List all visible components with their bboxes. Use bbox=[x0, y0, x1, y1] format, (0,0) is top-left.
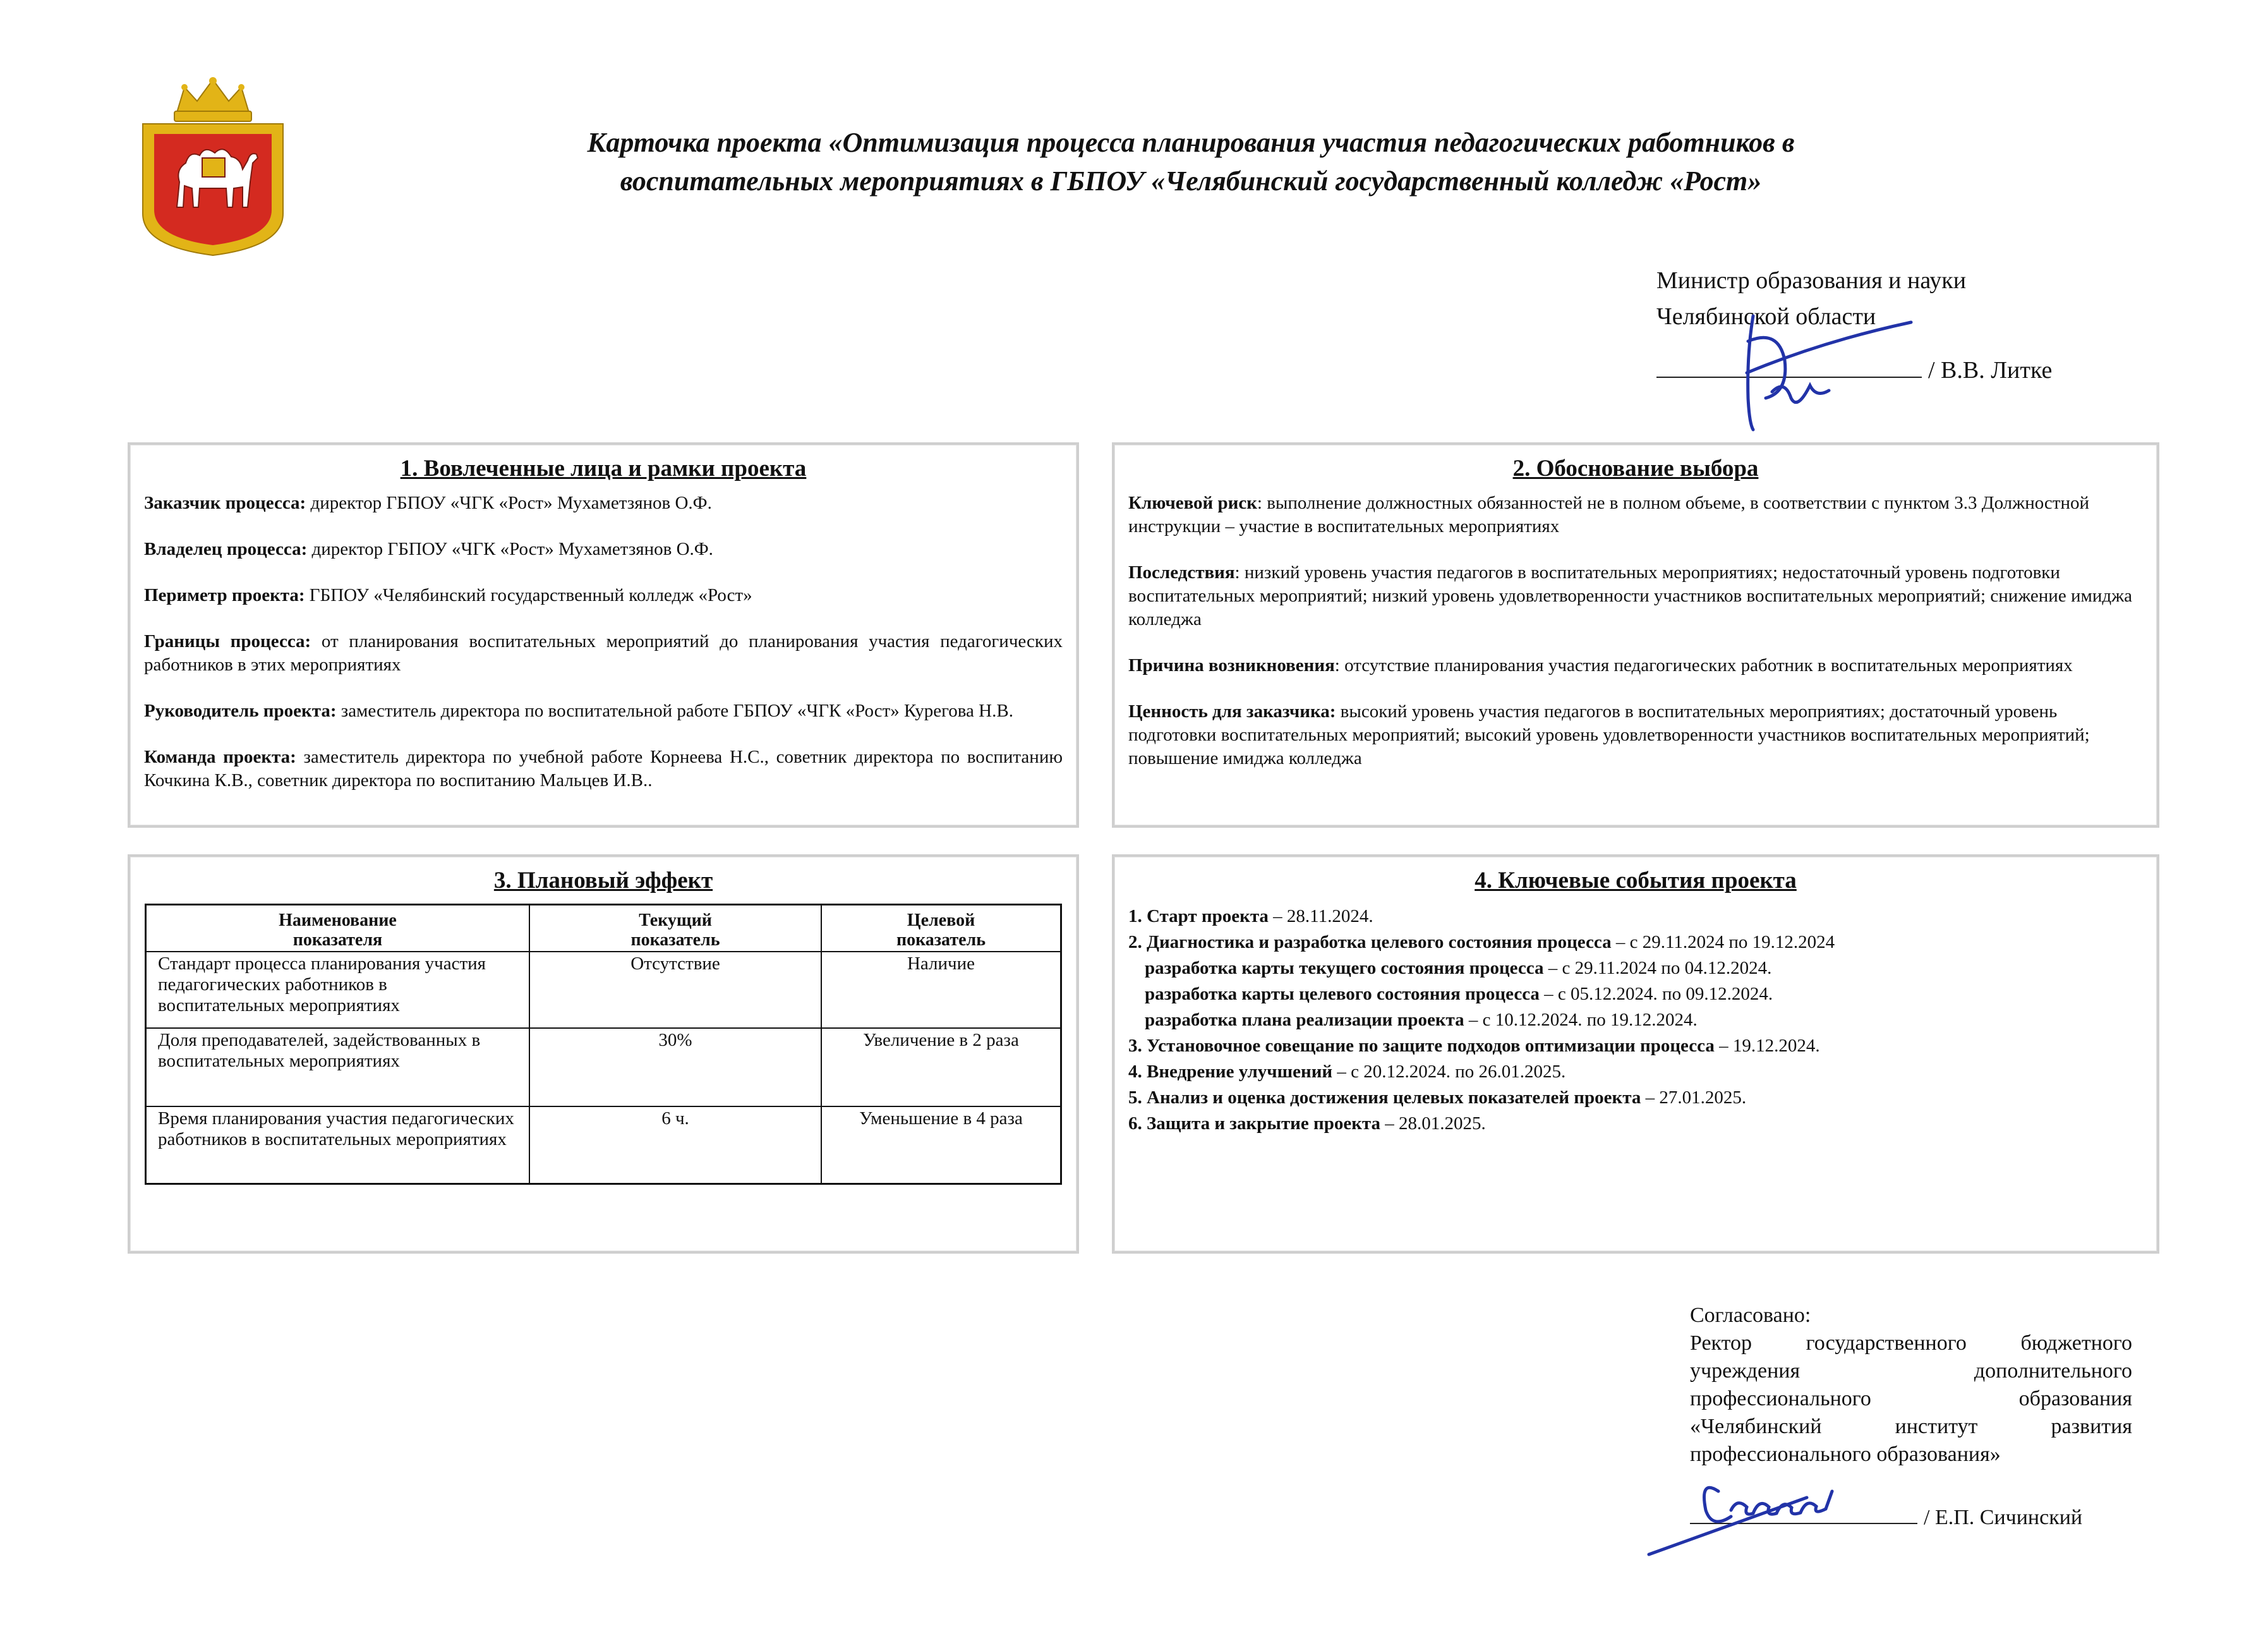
section-involved-parties bbox=[128, 442, 1079, 828]
minister-signature bbox=[1709, 303, 1917, 436]
justification-item bbox=[1128, 700, 2143, 770]
event-label: 1. Старт проекта bbox=[1128, 906, 1269, 926]
justification-item-text: : выполнение должностных обязанностей не в полном объеме, в соответствии с пунктом 3.3 Должностной инструкции – участие в воспитательных мероприятиях bbox=[1128, 493, 2090, 536]
section-4-heading: 4. Ключевые события проекта bbox=[1475, 868, 1797, 893]
event-dates: – с 10.12.2024. по 19.12.2024. bbox=[1464, 1010, 1698, 1030]
sub-event-item bbox=[1128, 955, 2143, 981]
justification-item-label: Причина возникновения bbox=[1128, 655, 1335, 675]
scope-item-label: Руководитель проекта: bbox=[144, 701, 337, 721]
justification-item-text: : отсутствие планирования участия педагогических работник в воспитательных мероприятиях bbox=[1334, 655, 2073, 675]
approval-position: Министр образования и науки bbox=[1656, 267, 1967, 294]
indicator-name: Доля преподавателей, задействованных в воспитательных мероприятиях bbox=[146, 1028, 530, 1106]
event-item bbox=[1128, 1033, 2143, 1059]
event-label: 6. Защита и закрытие проекта bbox=[1128, 1113, 1381, 1134]
title-line-2: воспитательных мероприятиях в ГБПОУ «Челябинский государственный колледж «Рост» bbox=[620, 166, 1762, 197]
agreement-line: профессионального образования» bbox=[1690, 1443, 2001, 1466]
scope-item-label: Периметр проекта: bbox=[144, 585, 305, 605]
scope-item-label: Границы процесса: bbox=[144, 631, 311, 651]
event-label: разработка карты целевого состояния процесса bbox=[1145, 984, 1540, 1004]
agreement-signer: / Е.П. Сичинский bbox=[1924, 1506, 2083, 1529]
current-value: 6 ч. bbox=[529, 1106, 821, 1184]
event-item bbox=[1128, 1085, 2143, 1111]
section-2-items bbox=[1128, 492, 2143, 770]
scope-item-text: заместитель директора по воспитательной работе ГБПОУ «ЧГК «Рост» Курегова Н.В. bbox=[336, 701, 1013, 721]
event-label: 2. Диагностика и разработка целевого состояния процесса bbox=[1128, 932, 1612, 952]
justification-item bbox=[1128, 654, 2143, 677]
event-dates: – 27.01.2025. bbox=[1641, 1087, 1747, 1108]
section-1-items bbox=[144, 492, 1063, 792]
event-dates: – 28.01.2025. bbox=[1380, 1113, 1486, 1134]
indicator-name: Время планирования участия педагогических работников в воспитательных мероприятиях bbox=[146, 1106, 530, 1184]
sub-event-item bbox=[1128, 1007, 2143, 1033]
event-item bbox=[1128, 1059, 2143, 1085]
current-value: Отсутствие bbox=[529, 952, 821, 1028]
justification-item-label: Ценность для заказчика: bbox=[1128, 701, 1336, 722]
scope-item-text: директор ГБПОУ «ЧГК «Рост» Мухаметзянов О.Ф. bbox=[307, 539, 713, 559]
column-header-current: Текущий показатель bbox=[529, 905, 821, 952]
section-2-heading: 2. Обоснование выбора bbox=[1512, 456, 1759, 481]
scope-item-label: Владелец процесса: bbox=[144, 539, 308, 559]
event-dates: – 19.12.2024. bbox=[1714, 1036, 1820, 1056]
scope-item bbox=[144, 538, 1063, 561]
approval-signer: / В.В. Литке bbox=[1928, 357, 2053, 384]
agreement-line: «Челябинский институт развития bbox=[1690, 1415, 2132, 1438]
target-value: Наличие bbox=[821, 952, 1061, 1028]
table-row bbox=[146, 1106, 1061, 1184]
scope-item-label: Команда проекта: bbox=[144, 747, 296, 767]
justification-item-text: : низкий уровень участия педагогов в воспитательных мероприятиях; недостаточный уровень подготовки воспитательных мероприятий; низкий уровень удовлетворенности участников воспитательных мероприятий; снижение имиджа колледжа bbox=[1128, 562, 2132, 629]
justification-item bbox=[1128, 492, 2143, 538]
scope-item-text: ГБПОУ «Челябинский государственный колледж «Рост» bbox=[305, 585, 752, 605]
scope-item-label: Заказчик процесса: bbox=[144, 493, 306, 513]
event-item bbox=[1128, 929, 2143, 955]
column-header-target: Целевой показатель bbox=[821, 905, 1061, 952]
event-dates: – с 29.11.2024 по 04.12.2024. bbox=[1543, 958, 1772, 978]
section-3-heading: 3. Плановый эффект bbox=[493, 868, 713, 893]
scope-item bbox=[144, 584, 1063, 607]
event-item bbox=[1128, 1111, 2143, 1137]
event-item bbox=[1128, 904, 2143, 929]
event-label: разработка плана реализации проекта bbox=[1145, 1010, 1464, 1030]
section-planned-effect bbox=[128, 854, 1079, 1254]
indicator-name: Стандарт процесса планирования участия педагогических работников в воспитательных мероприятиях bbox=[146, 952, 530, 1028]
agreement-title: Согласовано: bbox=[1690, 1304, 1811, 1327]
justification-item bbox=[1128, 561, 2143, 631]
sub-event-item bbox=[1128, 981, 2143, 1007]
scope-item bbox=[144, 492, 1063, 515]
event-label: разработка карты текущего состояния процесса bbox=[1145, 958, 1544, 978]
event-dates: – 28.11.2024. bbox=[1268, 906, 1373, 926]
scope-item bbox=[144, 630, 1063, 677]
scope-item-text: от планирования воспитательных мероприятий до планирования участия педагогических работников в этих мероприятиях bbox=[144, 631, 1063, 675]
scope-item bbox=[144, 699, 1063, 723]
event-label: 4. Внедрение улучшений bbox=[1128, 1062, 1333, 1082]
approval-region: Челябинской области bbox=[1656, 303, 1876, 330]
scope-item bbox=[144, 746, 1063, 792]
justification-item-label: Последствия bbox=[1128, 562, 1235, 583]
table-row bbox=[146, 1028, 1061, 1106]
current-value: 30% bbox=[529, 1028, 821, 1106]
agreement-line: Ректор государственного бюджетного bbox=[1690, 1331, 2132, 1355]
agreement-line: профессионального образования bbox=[1690, 1387, 2132, 1410]
event-label: 3. Установочное совещание по защите подходов оптимизации процесса bbox=[1128, 1036, 1715, 1056]
target-value: Уменьшение в 4 раза bbox=[821, 1106, 1061, 1184]
event-dates: – с 20.12.2024. по 26.01.2025. bbox=[1332, 1062, 1566, 1082]
event-label: 5. Анализ и оценка достижения целевых показателей проекта bbox=[1128, 1087, 1641, 1108]
agreement-line: учреждения дополнительного bbox=[1690, 1359, 2132, 1383]
scope-item-text: заместитель директора по учебной работе Корнеева Н.С., советник директора по воспитанию Кочкина К.В., советник директора по воспитанию Мальцев И.В.. bbox=[144, 747, 1063, 790]
target-value: Увеличение в 2 раза bbox=[821, 1028, 1061, 1106]
scope-item-text: директор ГБПОУ «ЧГК «Рост» Мухаметзянов О.Ф. bbox=[306, 493, 712, 513]
coat-of-arms-icon bbox=[139, 75, 287, 258]
section-key-events bbox=[1112, 854, 2159, 1254]
title-line-1: Карточка проекта «Оптимизация процесса планирования участия педагогических работников в bbox=[587, 127, 1795, 158]
column-header-indicator: Наименование показателя bbox=[146, 905, 530, 952]
event-dates: – с 29.11.2024 по 19.12.2024 bbox=[1611, 932, 1835, 952]
document-title bbox=[354, 123, 2028, 200]
event-dates: – с 05.12.2024. по 09.12.2024. bbox=[1539, 984, 1773, 1004]
table-row bbox=[146, 952, 1061, 1028]
effect-table bbox=[145, 904, 1062, 1185]
key-events-list bbox=[1128, 904, 2143, 1137]
justification-item-text: высокий уровень участия педагогов в воспитательных мероприятиях; достаточный уровень подготовки воспитательных мероприятий; высокий уровень удовлетворенности участников воспитательных мероприятий; повышение имиджа колледжа bbox=[1128, 701, 2090, 768]
section-1-heading: 1. Вовлеченные лица и рамки проекта bbox=[400, 456, 807, 481]
rector-signature bbox=[1643, 1453, 1895, 1567]
section-choice-justification bbox=[1112, 442, 2159, 828]
justification-item-label: Ключевой риск bbox=[1128, 493, 1257, 513]
